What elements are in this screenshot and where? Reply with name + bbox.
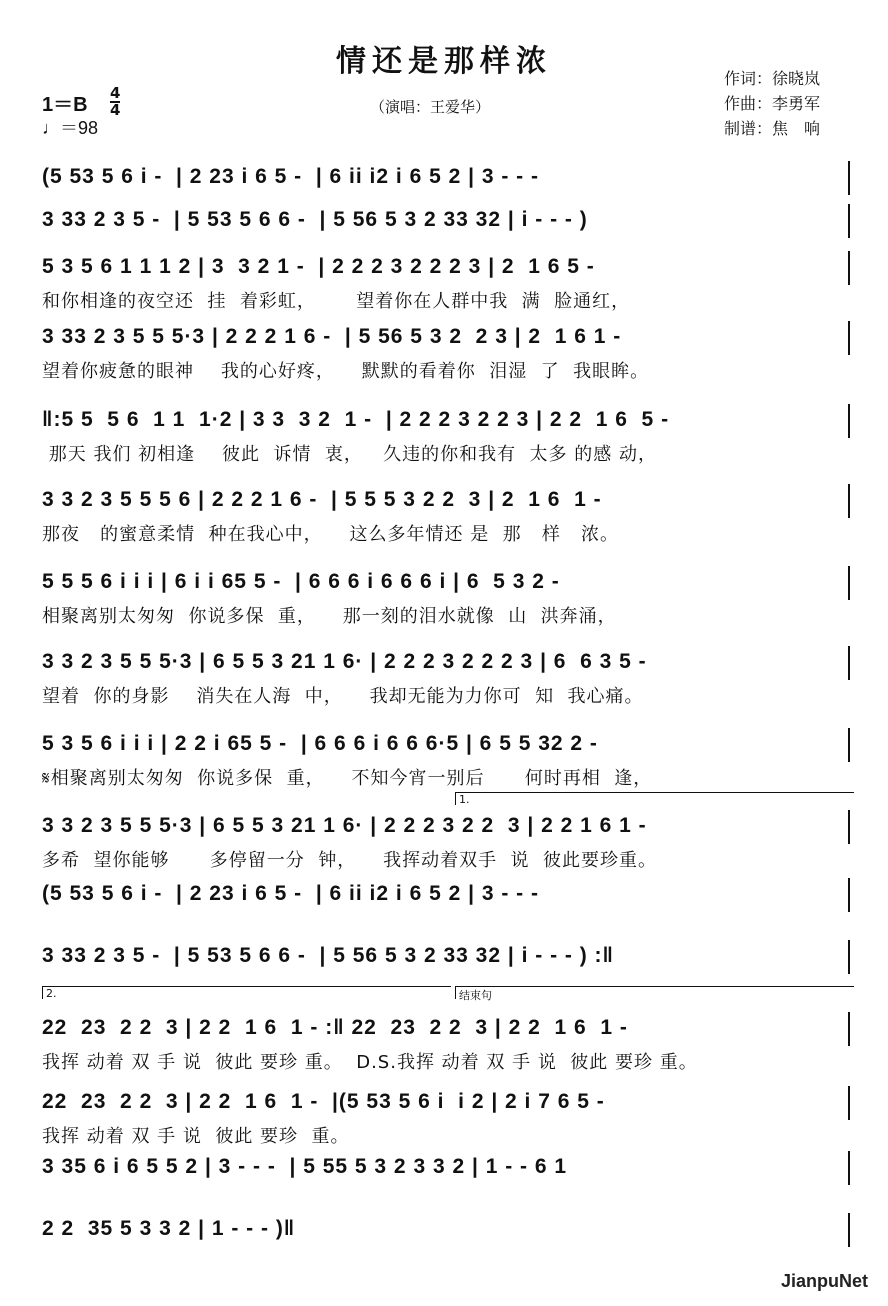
bar-line <box>848 1151 850 1185</box>
note-row: 22 23 2 2 3 | 2 2 1 6 1 - |(5 53 5 6 i i 2 | 2 i 7 6 5 - <box>42 1090 605 1113</box>
note-row: 3 3 2 3 5 5 5 6 | 2 2 2 1 6 - | 5 5 5 3 2 2 3 | 2 1 6 1 - <box>42 488 602 511</box>
note-row: 3 33 2 3 5 - | 5 53 5 6 6 - | 5 56 5 3 2 33 32 | i - - - ) :‖ <box>42 944 615 967</box>
arranger-credit: 制谱：焦 响 <box>724 119 821 138</box>
bar-line <box>848 204 850 238</box>
bar-line <box>848 566 850 600</box>
note-row: 5 3 5 6 1 1 1 2 | 3 3 2 1 - | 2 2 2 3 2 2 2 3 | 2 1 6 5 - <box>42 255 595 278</box>
time-numerator: 4 <box>110 84 121 102</box>
note-row: 3 35 6 i 6 5 5 2 | 3 - - - | 5 55 5 3 2 3 3 2 | 1 - - 6 1 <box>42 1155 568 1178</box>
bar-line <box>848 940 850 974</box>
tempo-marking: ♩＝98 <box>42 118 99 138</box>
note-row: (5 53 5 6 i - | 2 23 i 6 5 - | 6 ii i2 i 6 5 2 | 3 - - - <box>42 165 539 188</box>
note-row: 3 3 2 3 5 5 5·3 | 6 5 5 3 21 1 6· | 2 2 2 3 2 2 3 | 2 2 1 6 1 - <box>42 814 647 837</box>
note-row: 22 23 2 2 3 | 2 2 1 6 1 - :‖ 22 23 2 2 3 | 2 2 1 6 1 - <box>42 1016 628 1039</box>
volta-bracket: 2. <box>42 986 451 999</box>
note-row: (5 53 5 6 i - | 2 23 i 6 5 - | 6 ii i2 i 6 5 2 | 3 - - - <box>42 882 539 905</box>
lyricist-credit: 作词：徐晓岚 <box>724 69 821 88</box>
bar-line <box>848 810 850 844</box>
composer-credit: 作曲：李勇军 <box>724 94 821 113</box>
note-row: ‖:5 5 5 6 1 1 1·2 | 3 3 3 2 1 - | 2 2 2 3 2 2 3 | 2 2 1 6 5 - <box>42 408 670 431</box>
note-row: 3 33 2 3 5 5 5·3 | 2 2 2 1 6 - | 5 56 5 3 2 2 3 | 2 1 6 1 - <box>42 325 622 348</box>
note-row: 3 33 2 3 5 - | 5 53 5 6 6 - | 5 56 5 3 2 33 32 | i - - - ) <box>42 208 588 231</box>
bar-line <box>848 251 850 285</box>
bar-line <box>848 1086 850 1120</box>
key-signature: 1＝B <box>42 94 88 116</box>
lyric-row: 望着 你的身影 消失在人海 中， 我却无能为力你可 知 我心痛。 <box>42 686 644 707</box>
bar-line <box>848 646 850 680</box>
bar-line <box>848 484 850 518</box>
bar-line <box>848 404 850 438</box>
volta-bracket: 结束句 <box>455 986 854 999</box>
lyric-row: 那夜 的蜜意柔情 种在我心中， 这么多年情还 是 那 样 浓。 <box>42 524 619 545</box>
bar-line <box>848 321 850 355</box>
bar-line <box>848 161 850 195</box>
lyric-row: 多希 望你能够 多停留一分 钟， 我挥动着双手 说 彼此要珍重。 <box>42 850 657 871</box>
lyric-row: 那天 我们 初相逢 彼此 诉情 衷， 久违的你和我有 太多 的感 动， <box>42 444 657 465</box>
time-denominator: 4 <box>110 101 121 119</box>
note-row: 5 3 5 6 i i i | 2 2 i 65 5 - | 6 6 6 i 6 6 6·5 | 6 5 5 32 2 - <box>42 732 598 755</box>
bar-line <box>848 1012 850 1046</box>
lyric-row: 望着你疲惫的眼神 我的心好疼， 默默的看着你 泪湿 了 我眼眸。 <box>42 361 650 382</box>
bar-line <box>848 728 850 762</box>
lyric-row: 和你相逢的夜空还 挂 着彩虹， 望着你在人群中我 满 脸通红， <box>42 291 631 312</box>
bar-line <box>848 1213 850 1247</box>
bar-line <box>848 878 850 912</box>
lyric-row: 相聚离别太匆匆 你说多保 重， 那一刻的泪水就像 山 洪奔涌， <box>42 606 617 627</box>
lyric-row: 𝄋相聚离别太匆匆 你说多保 重， 不知今宵一别后 何时再相 逢， <box>42 768 653 789</box>
song-title: 情还是那样浓 <box>336 44 552 79</box>
site-watermark: JianpuNet <box>780 1271 868 1291</box>
note-row: 5 5 5 6 i i i | 6 i i 65 5 - | 6 6 6 i 6 6 6 i | 6 5 3 2 - <box>42 570 560 593</box>
lyric-row: 我挥 动着 双 手 说 彼此 要珍 重。 D.S.我挥 动着 双 手 说 彼此 要珍 重。 <box>42 1052 698 1073</box>
note-row: 3 3 2 3 5 5 5·3 | 6 5 5 3 21 1 6· | 2 2 2 3 2 2 2 3 | 6 6 3 5 - <box>42 650 647 673</box>
note-row: 2 2 35 5 3 3 2 | 1 - - - )‖ <box>42 1217 296 1240</box>
singer-credit: （演唱：王爱华） <box>370 98 491 116</box>
volta-bracket: 1. <box>455 792 854 805</box>
lyric-row: 我挥 动着 双 手 说 彼此 要珍 重。 <box>42 1126 350 1147</box>
